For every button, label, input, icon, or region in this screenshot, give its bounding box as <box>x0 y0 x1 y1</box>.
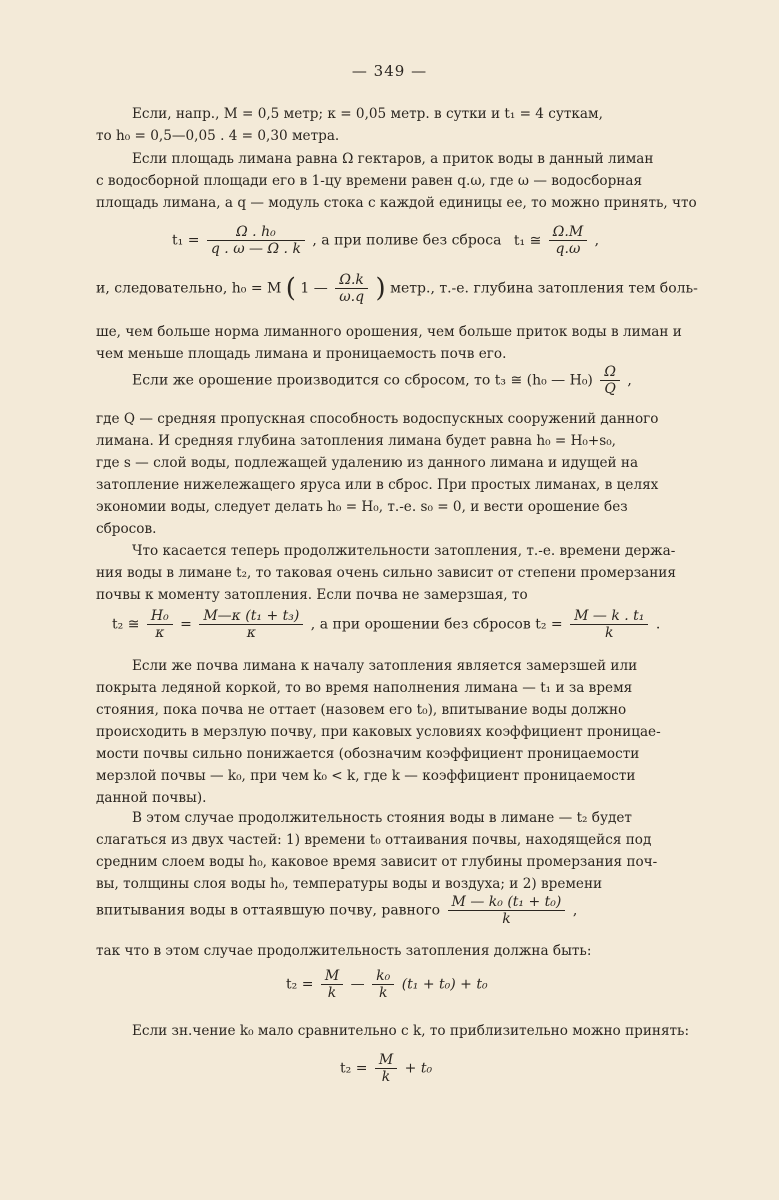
fraction <box>375 1052 397 1085</box>
denominator: Q <box>600 380 620 397</box>
eq-text: Если же орошение производится со сбросом, то t₃ ≅ (h₀ — H₀) <box>132 372 593 389</box>
text-line: происходить в мерзлую почву, при каковых условиях коэффициент проницае- <box>96 724 661 740</box>
text-line: почвы к моменту затопления. Если почва не замерзшая, то <box>96 587 528 603</box>
denominator: k <box>372 984 394 1001</box>
numerator: Ω . h₀ <box>236 224 276 240</box>
text-line: В этом случае продолжительность стояния воды в лимане — t₂ будет <box>132 810 632 826</box>
fraction <box>207 224 305 257</box>
eq-lhs: t₂ = <box>340 1060 368 1077</box>
text-line: Если же почва лимана к началу затопления является замерзшей или <box>132 658 638 674</box>
page-number: — 349 — <box>351 62 428 80</box>
denominator: k <box>448 910 566 927</box>
text-line: чем меньше площадь лимана и проницаемость почв его. <box>96 346 507 362</box>
eq-paren: (t₁ + t₀) <box>401 976 456 993</box>
paragraph-frozen <box>96 655 690 809</box>
text-line: Если зн.чение k₀ мало сравнительно с k, то приблизительно можно принять: <box>132 1023 690 1039</box>
text-line: данной почвы). <box>96 790 207 806</box>
paragraph-so-that <box>96 940 690 962</box>
equation-unfrozen <box>112 608 660 641</box>
denominator: k <box>321 984 343 1001</box>
text-line: Что касается теперь продолжительности затопления, т.-е. времени держа- <box>132 543 676 559</box>
text-line: сбросов. <box>96 521 157 537</box>
denominator: k <box>570 624 648 641</box>
eq-lhs: t₁ = <box>172 232 200 249</box>
eq-end: , <box>594 232 600 249</box>
eq-text: , а при орошении без сбросов t₂ = <box>310 616 563 633</box>
equation-approx <box>340 1052 432 1085</box>
eq-text: 1 — <box>300 280 328 297</box>
eq-sign: = <box>180 616 192 633</box>
text-line: Если площадь лимана равна Ω гектаров, а приток воды в данный лиман <box>132 151 654 167</box>
eq-sign: — <box>350 976 365 993</box>
paragraph-two-parts <box>96 807 690 895</box>
eq-end: + t₀ <box>460 976 488 993</box>
text-line: слагаться из двух частей: 1) времени t₀ оттаивания почвы, находящейся под <box>96 832 652 848</box>
numerator: Ω.k <box>339 272 364 288</box>
fraction <box>600 364 620 397</box>
text-line: лимана. И средняя глубина затопления лимана будет равна h₀ = H₀+s₀, <box>96 433 617 449</box>
numerator: M — k₀ (t₁ + t₀) <box>451 894 562 910</box>
eq-text: метр., т.-е. глубина затопления тем боль- <box>390 280 698 297</box>
text-line: покрыта ледяной коркой, то во время наполнения лимана — t₁ и за время <box>96 680 633 696</box>
paragraph-approx <box>96 1020 690 1042</box>
denominator: κ <box>199 624 303 641</box>
denominator: κ <box>147 624 173 641</box>
paren-close: ) <box>375 273 386 304</box>
equation-depth <box>96 272 698 305</box>
fraction <box>321 968 343 1001</box>
fraction <box>199 608 303 641</box>
eq-end: . <box>655 616 661 633</box>
numerator: Ω.M <box>552 224 584 240</box>
text-line: так что в этом случае продолжительность затопления должна быть: <box>96 943 592 959</box>
denominator: q.ω <box>549 240 587 257</box>
eq-text: , а при поливе без сброса <box>312 232 502 249</box>
numerator: Ω <box>604 364 616 380</box>
text-line: вы, толщины слоя воды h₀, температуры воды и воздуха; и 2) времени <box>96 876 603 892</box>
text-line: с водосборной площади его в 1-цу времени равен q.ω, где ω — водосборная <box>96 173 643 189</box>
eq-lhs: t₁ ≅ <box>513 232 542 249</box>
eq-end: + t₀ <box>404 1060 433 1077</box>
text-line: ния воды в лимане t₂, то таковая очень сильно зависит от степени промерзания <box>96 565 676 581</box>
paragraph-catchment <box>96 148 697 214</box>
text-line: мости почвы сильно понижается (обозначим коэффициент проницаемости <box>96 746 640 762</box>
text-line: где Q — средняя пропускная способность водоспускных сооружений данного <box>96 411 659 427</box>
fraction <box>335 272 368 305</box>
numerator: M <box>378 1052 394 1068</box>
paren-open: ( <box>285 273 296 304</box>
text-line: то h₀ = 0,5—0,05 . 4 = 0,30 метра. <box>96 128 340 144</box>
paragraph-example <box>96 103 690 147</box>
text-line: затопление нижележащего яруса или в сброс. При простых лиманах, в целях <box>96 477 659 493</box>
paragraph-capacity <box>96 408 690 540</box>
equation-total-duration <box>286 968 488 1001</box>
text-line: мерзлой почвы — k₀, при чем k₀ < k, где k — коэффициент проницаемости <box>96 768 636 784</box>
text-line: площадь лимана, а q — модуль стока с каждой единицы ее, то можно принять, что <box>96 195 697 211</box>
fraction <box>372 968 394 1001</box>
numerator: k₀ <box>376 968 391 984</box>
paragraph-duration <box>96 540 690 606</box>
fraction <box>570 608 648 641</box>
numerator: M <box>324 968 340 984</box>
denominator: k <box>375 1068 397 1085</box>
fraction <box>147 608 173 641</box>
text-line: экономии воды, следует делать h₀ = H₀, т.-е. s₀ = 0, и вести орошение без <box>96 499 628 515</box>
eq-lhs: t₂ ≅ <box>112 616 140 633</box>
text-line: где s — слой воды, подлежащей удалению из данного лимана и идущей на <box>96 455 639 471</box>
text-line: средним слоем воды h₀, каковое время зависит от глубины промерзания поч- <box>96 854 658 870</box>
numerator: H₀ <box>150 608 169 624</box>
text-line: ше, чем больше норма лиманного орошения, чем больше приток воды в лиман и <box>96 324 682 340</box>
eq-text: впитывания воды в оттаявшую почву, равного <box>96 902 441 919</box>
eq-end: , <box>572 902 578 919</box>
equation-fill-time <box>172 224 599 257</box>
text-line: Если, напр., M = 0,5 метр; κ = 0,05 метр. в сутки и t₁ = 4 суткам, <box>132 106 603 122</box>
eq-end: , <box>627 372 632 389</box>
numerator: M—κ (t₁ + t₃) <box>203 608 300 624</box>
paragraph-depth-cont <box>96 321 690 365</box>
text-line: стояния, пока почва не оттает (назовем его t₀), впитывание воды должно <box>96 702 627 718</box>
equation-absorption <box>96 894 577 927</box>
denominator: q . ω — Ω . k <box>207 240 305 257</box>
eq-text: и, следовательно, h₀ = M <box>96 280 282 297</box>
numerator: M — k . t₁ <box>574 608 645 624</box>
equation-discharge <box>132 364 632 397</box>
eq-lhs: t₂ = <box>286 976 314 993</box>
fraction <box>549 224 587 257</box>
fraction <box>448 894 566 927</box>
denominator: ω.q <box>335 288 368 305</box>
